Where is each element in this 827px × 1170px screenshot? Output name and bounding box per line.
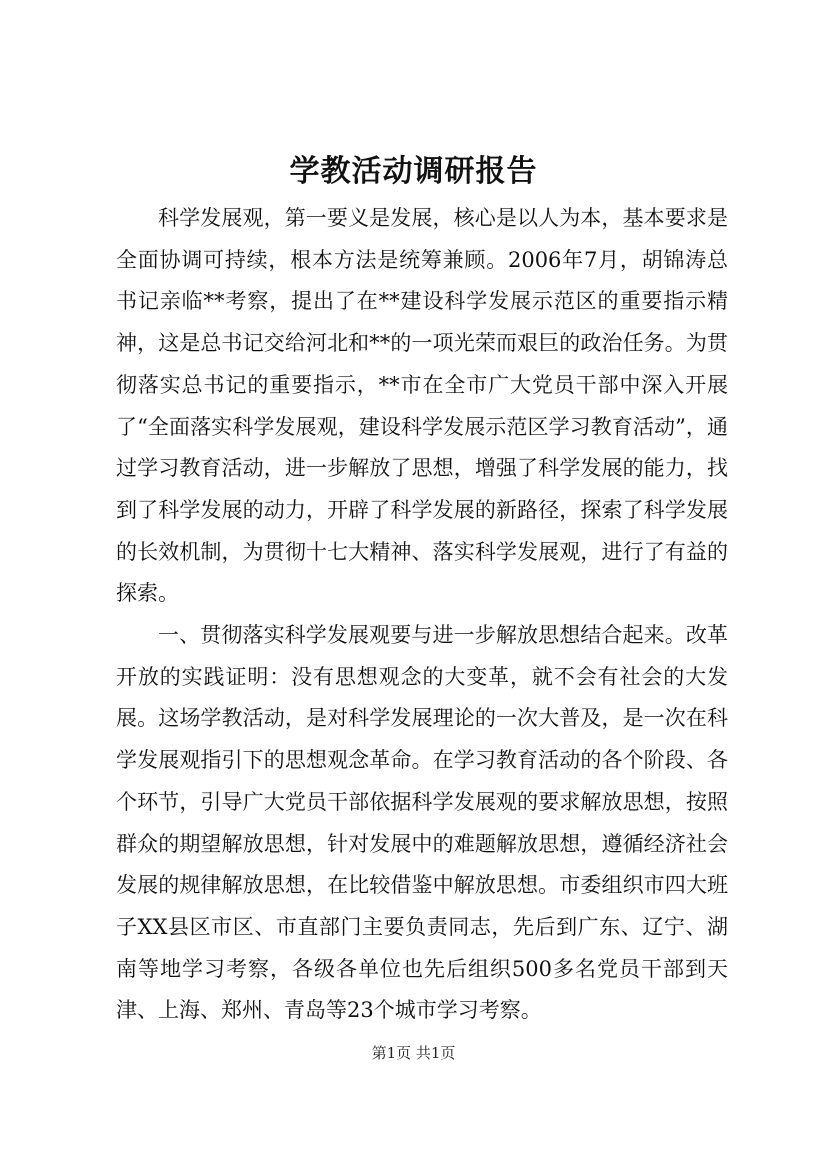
- document-body: [116, 198, 728, 1032]
- page-footer: 第1页 共1页: [371, 1044, 456, 1062]
- paragraph-intro: 科学发展观，第一要义是发展，核心是以人为本，基本要求是全面协调可持续，根本方法是统筹兼顾。2006年7月，胡锦涛总书记亲临**考察，提出了在**建设科学发展示范区的重要指示精神，这是总书记交给河北和**的一项光荣而艰巨的政治任务。为贯彻落实总书记的重要指示，**市在全市广大党员干部中深入开展了“全面落实科学发展观，建设科学发展示范区学习教育活动”，通过学习教育活动，进一步解放了思想，增强了科学发展的能力，找到了科学发展的动力，开辟了科学发展的新路径，探索了科学发展的长效机制，为贯彻十七大精神、落实科学发展观，进行了有益的探索。: [116, 206, 728, 606]
- paragraph-section-one: 一、贯彻落实科学发展观要与进一步解放思想结合起来。改革开放的实践证明：没有思想观念的大变革，就不会有社会的大发展。这场学教活动，是对科学发展理论的一次大普及，是一次在科学发展观指引下的思想观念革命。在学习教育活动的各个阶段、各个环节，引导广大党员干部依据科学发展观的要求解放思想，按照群众的期望解放思想，针对发展中的难题解放思想，遵循经济社会发展的规律解放思想，在比较借鉴中解放思想。市委组织市四大班子XX县区市区、市直部门主要负责同志，先后到广东、辽宁、湖南等地学习考察，各级各单位也先后组织500多名党员干部到天津、上海、郑州、青岛等23个城市学习考察。: [116, 623, 728, 1023]
- document-title: 学教活动调研报告: [289, 154, 538, 189]
